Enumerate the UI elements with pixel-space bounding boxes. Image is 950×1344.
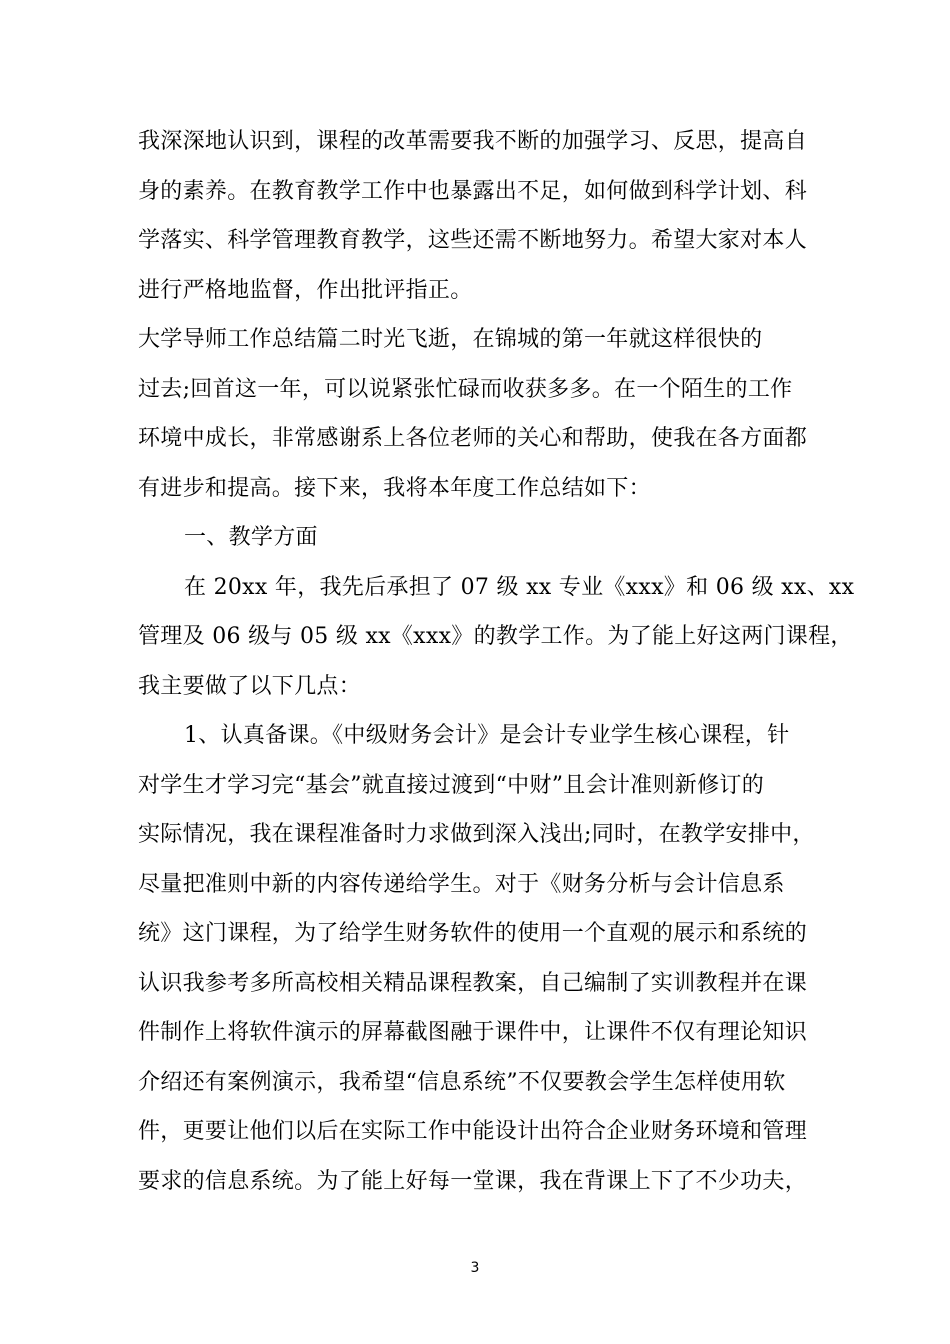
text-line: 件制作上将软件演示的屏幕截图融于课件中，让课件不仅有理论知识 <box>138 1020 808 1045</box>
text-line: 有进步和提高。接下来，我将本年度工作总结如下： <box>138 475 651 501</box>
section-heading: 一、教学方面 <box>184 525 318 550</box>
text-line: 1、认真备课。《中级财务会计》是会计专业学生核心课程，针 <box>184 723 790 748</box>
document-body <box>138 117 855 1206</box>
text-line: 件，更要让他们以后在实际工作中能设计出符合企业财务环境和管理 <box>138 1119 808 1144</box>
text-line: 对学生才学习完“基会”就直接过渡到“中财”且会计准则新修订的 <box>138 772 764 798</box>
text-line: 身的素养。在教育教学工作中也暴露出不足，如何做到科学计划、科 <box>138 178 808 204</box>
text-line: 大学导师工作总结篇二时光飞逝，在锦城的第一年就这样很快的 <box>138 327 763 352</box>
text-line: 环境中成长，非常感谢系上各位老师的关心和帮助，使我在各方面都 <box>138 426 808 451</box>
text-line: 要求的信息系统。为了能上好每一堂课，我在背课上下了不少功夫， <box>138 1168 808 1194</box>
text-line: 在 20xx 年，我先后承担了 07 级 xx 专业《xxx》和 06 级 xx、xx <box>184 574 855 600</box>
text-line: 统》这门课程，为了给学生财务软件的使用一个直观的展示和系统的 <box>138 921 808 946</box>
text-line: 进行严格地监督，作出批评指正。 <box>138 277 473 303</box>
text-line: 过去;回首这一年，可以说紧张忙碌而收获多多。在一个陌生的工作 <box>138 376 793 402</box>
text-line: 认识我参考多所高校相关精品课程教案，自己编制了实训教程并在课 <box>138 970 808 996</box>
page-number: 3 <box>470 1260 480 1276</box>
text-line: 介绍还有案例演示，我希望“信息系统”不仅要教会学生怎样使用软 <box>138 1069 786 1095</box>
text-line: 学落实、科学管理教育教学，这些还需不断地努力。希望大家对本人 <box>138 228 808 253</box>
text-line: 实际情况，我在课程准备时力求做到深入浅出;同时，在教学安排中， <box>138 822 815 847</box>
text-line: 我深深地认识到，课程的改革需要我不断的加强学习、反思，提高自 <box>138 129 808 154</box>
text-line: 管理及 06 级与 05 级 xx《xxx》的教学工作。为了能上好这两门课程， <box>138 624 853 649</box>
text-line: 我主要做了以下几点： <box>138 673 362 699</box>
text-line: 尽量把准则中新的内容传递给学生。对于《财务分析与会计信息系 <box>138 871 785 897</box>
